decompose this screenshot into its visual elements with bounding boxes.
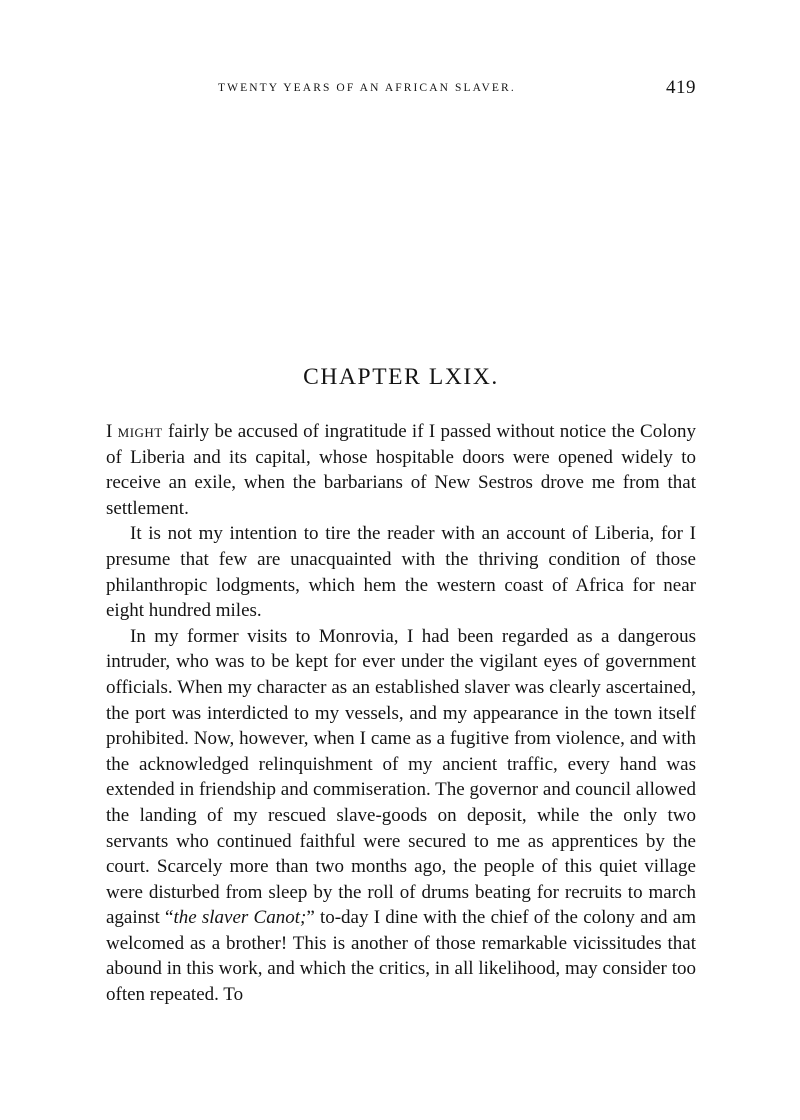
chapter-title: CHAPTER LXIX.	[303, 364, 499, 390]
paragraph-1-text: fairly be accused of ingratitude if I passed without notice the Colony of Liberia and its capital, whose hospitable doors were opened widely to receive an exile, when the barbarians of New Sestros drove me from that settlement.	[106, 421, 697, 519]
paragraph-2	[106, 521, 696, 623]
body-text	[106, 419, 696, 1008]
running-head	[106, 77, 696, 102]
paragraph-1	[106, 419, 696, 521]
paragraph-3-italic: the slaver Canot;	[173, 907, 307, 929]
page-number: 419	[666, 77, 696, 98]
running-title: TWENTY YEARS OF AN AFRICAN SLAVER.	[218, 82, 516, 94]
paragraph-1-initial: I	[106, 421, 113, 442]
paragraph-3-text-after: ” to-day I dine with the chief of the colony and am welcomed as a brother! This is another of those remarkable vicissitudes that abound in this work, and which the critics, in all likelihood, may consider too often repeated. To	[106, 907, 696, 1006]
paragraph-3	[106, 624, 696, 1008]
paragraph-3-text-before: In my former visits to Monrovia, I had been regarded as a dangerous intruder, who was to be kept for ever under the vigilant eyes of government officials. When my character as an established slaver was clearly ascertained, the port was interdicted to my vessels, and my appearance in the town itself prohibited. Now, however, when I came as a fugitive from violence, and with the acknowledged relinquishment of my ancient traffic, every hand was extended in friendship and commiseration. The governor and council allowed the landing of my rescued slave-goods on deposit, while the only two servants who continued faithful were secured to me as apprentices by the court. Scarcely more than two months ago, the people of this quiet village were disturbed from sleep by the roll of drums beating for recruits to march against “	[106, 625, 696, 929]
paragraph-1-smallcaps: might	[117, 421, 163, 442]
paragraph-2-text: It is not my intention to tire the reader with an account of Liberia, for I presume that few are unacquainted with the thriving condition of those philanthropic lodgments, which hem the western coast of Africa for near eight hundred miles.	[106, 523, 696, 622]
